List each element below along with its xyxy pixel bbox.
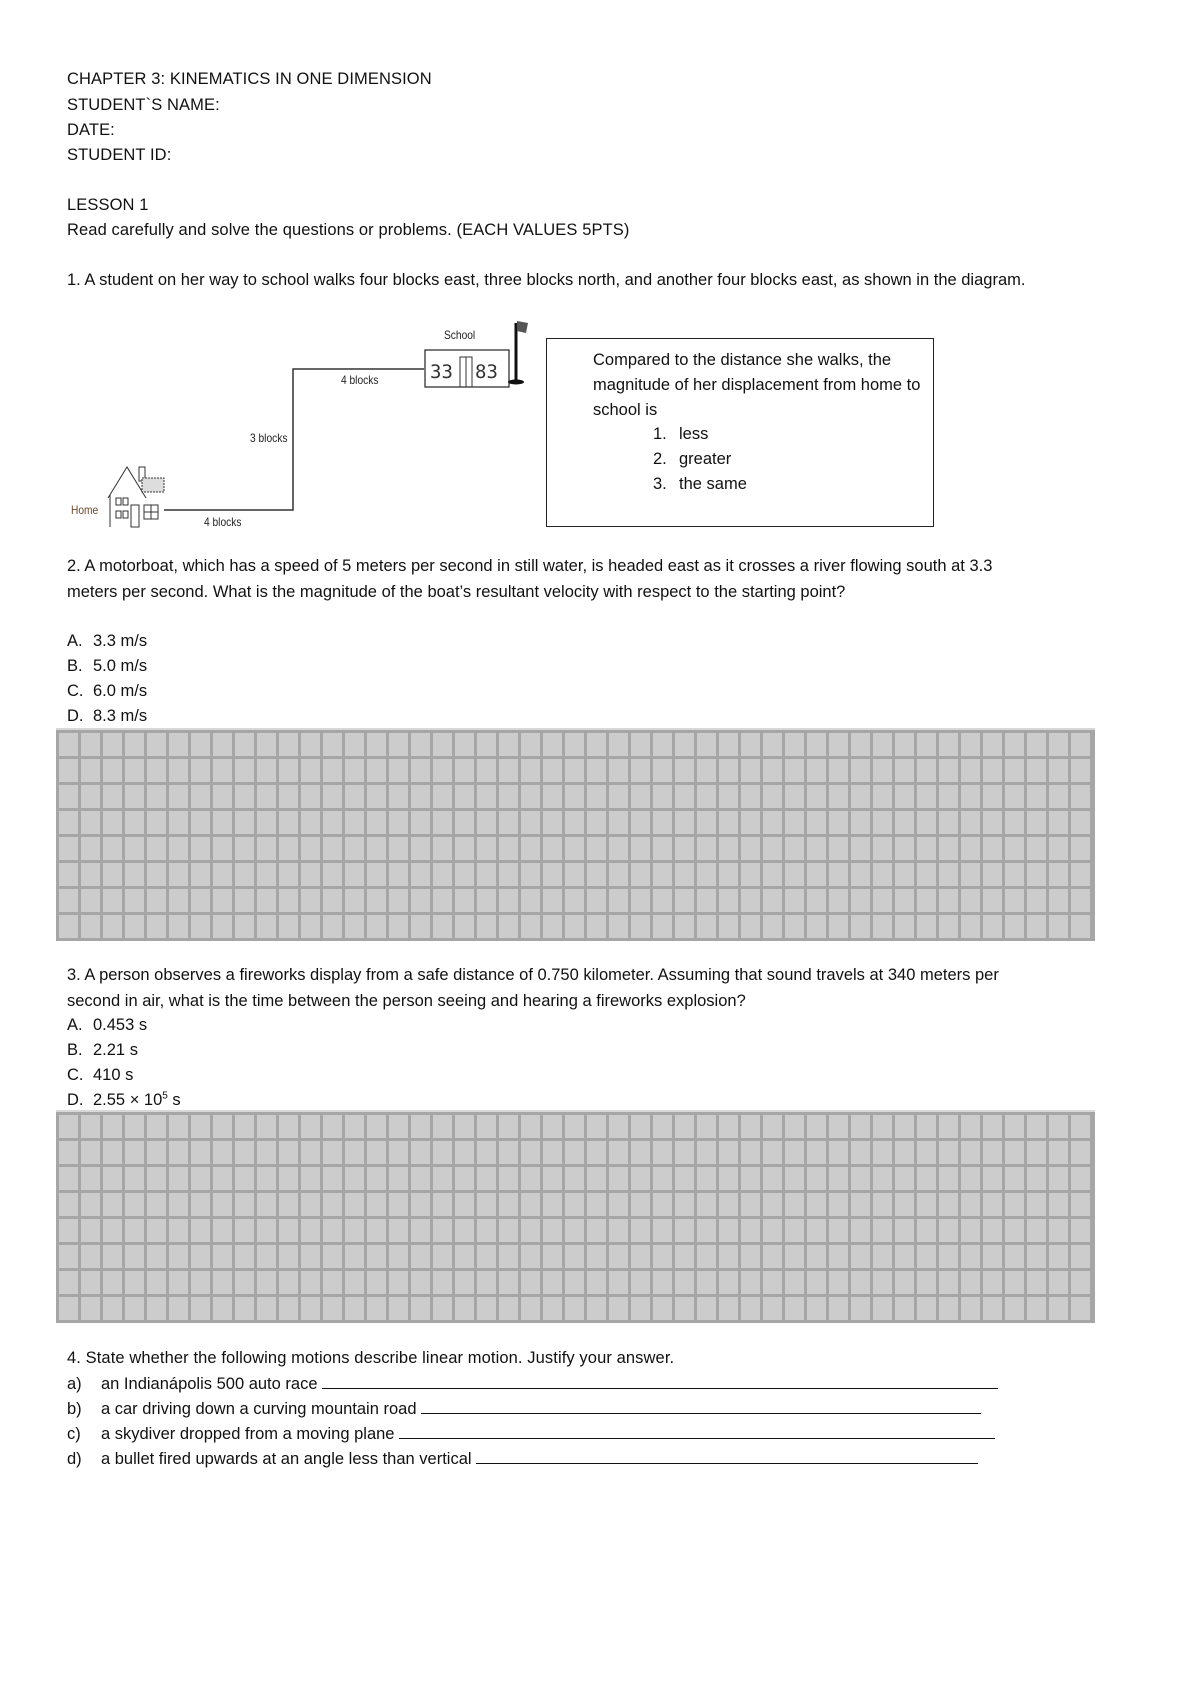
lesson-instructions: Read carefully and solve the questions or problems. (EACH VALUES 5PTS) xyxy=(67,221,630,239)
option-3[interactable]: 3. the same xyxy=(653,474,747,493)
q4-item-b: b) a car driving down a curving mountain road xyxy=(67,1396,981,1422)
house-icon xyxy=(108,467,164,527)
q3-option-c[interactable]: C. 410 s xyxy=(67,1066,134,1084)
q3-option-b[interactable]: B. 2.21 s xyxy=(67,1041,138,1059)
question-3-text: 3. A person observes a fireworks display from a safe distance of 0.750 kilometer. Assuming that sound travels at 340 meters per second in air, what is the time between the person seeing and hearing a fireworks explosion? xyxy=(67,966,999,1010)
q4-answer-line-b[interactable] xyxy=(421,1396,981,1414)
q4-item-d: d) a bullet fired upwards at an angle less than vertical xyxy=(67,1446,978,1472)
student-name-label: STUDENT`S NAME: xyxy=(67,96,220,114)
q4-answer-line-c[interactable] xyxy=(399,1421,995,1439)
q2-work-grid[interactable] xyxy=(56,730,1095,941)
q2-option-c[interactable]: C. 6.0 m/s xyxy=(67,682,148,700)
path-diagram-svg xyxy=(60,315,560,540)
option-2[interactable]: 2. greater xyxy=(653,450,732,469)
option-1[interactable]: 1. less xyxy=(653,425,709,444)
walk-diagram xyxy=(60,315,560,540)
date-label: DATE: xyxy=(67,121,115,139)
q3-work-grid[interactable] xyxy=(56,1112,1095,1323)
home-label: Home xyxy=(71,503,99,517)
chapter-title: CHAPTER 3: KINEMATICS IN ONE DIMENSION xyxy=(67,70,432,88)
q3-option-d[interactable]: D. $2.55 \times 10^5$ s xyxy=(67,1090,181,1109)
question-1-text: 1. A student on her way to school walks four blocks east, three blocks north, and another four blocks east, as shown in the diagram. xyxy=(67,271,1026,289)
q4-answer-line-a[interactable] xyxy=(322,1371,998,1389)
school-icon xyxy=(425,350,509,387)
flagpole-icon xyxy=(508,321,528,385)
question-4-text: 4. State whether the following motions describe linear motion. Justify your answer. xyxy=(67,1349,675,1367)
question-1-box-text: Compared to the distance she walks, the magnitude of her displacement from home to school is xyxy=(593,351,921,419)
svg-text:33: 33 xyxy=(430,361,453,383)
segment-1-label: 4 blocks xyxy=(204,515,242,529)
q2-option-a[interactable]: A. 3.3 m/s xyxy=(67,632,148,650)
q4-item-c: c) a skydiver dropped from a moving plane xyxy=(67,1421,995,1447)
question-1-box xyxy=(546,338,934,527)
segment-2-label: 3 blocks xyxy=(250,431,288,445)
lesson-title: LESSON 1 xyxy=(67,196,149,214)
q4-answer-line-d[interactable] xyxy=(476,1446,978,1464)
question-1-options xyxy=(593,422,923,496)
q3-option-a[interactable]: A. 0.453 s xyxy=(67,1016,148,1034)
q4-item-a: a) an Indianápolis 500 auto race xyxy=(67,1371,998,1397)
svg-text:83: 83 xyxy=(475,361,498,383)
question-2-text: 2. A motorboat, which has a speed of 5 meters per second in still water, is headed east as it crosses a river flowing south at 3.3 meters per second. What is the magnitude of the boat’s resultant velocity with respect to the starting point? xyxy=(67,557,993,601)
segment-3-label: 4 blocks xyxy=(341,373,379,387)
school-label: School xyxy=(444,328,476,342)
student-id-label: STUDENT ID: xyxy=(67,146,172,164)
q2-option-b[interactable]: B. 5.0 m/s xyxy=(67,657,148,675)
q2-option-d[interactable]: D. 8.3 m/s xyxy=(67,707,148,725)
